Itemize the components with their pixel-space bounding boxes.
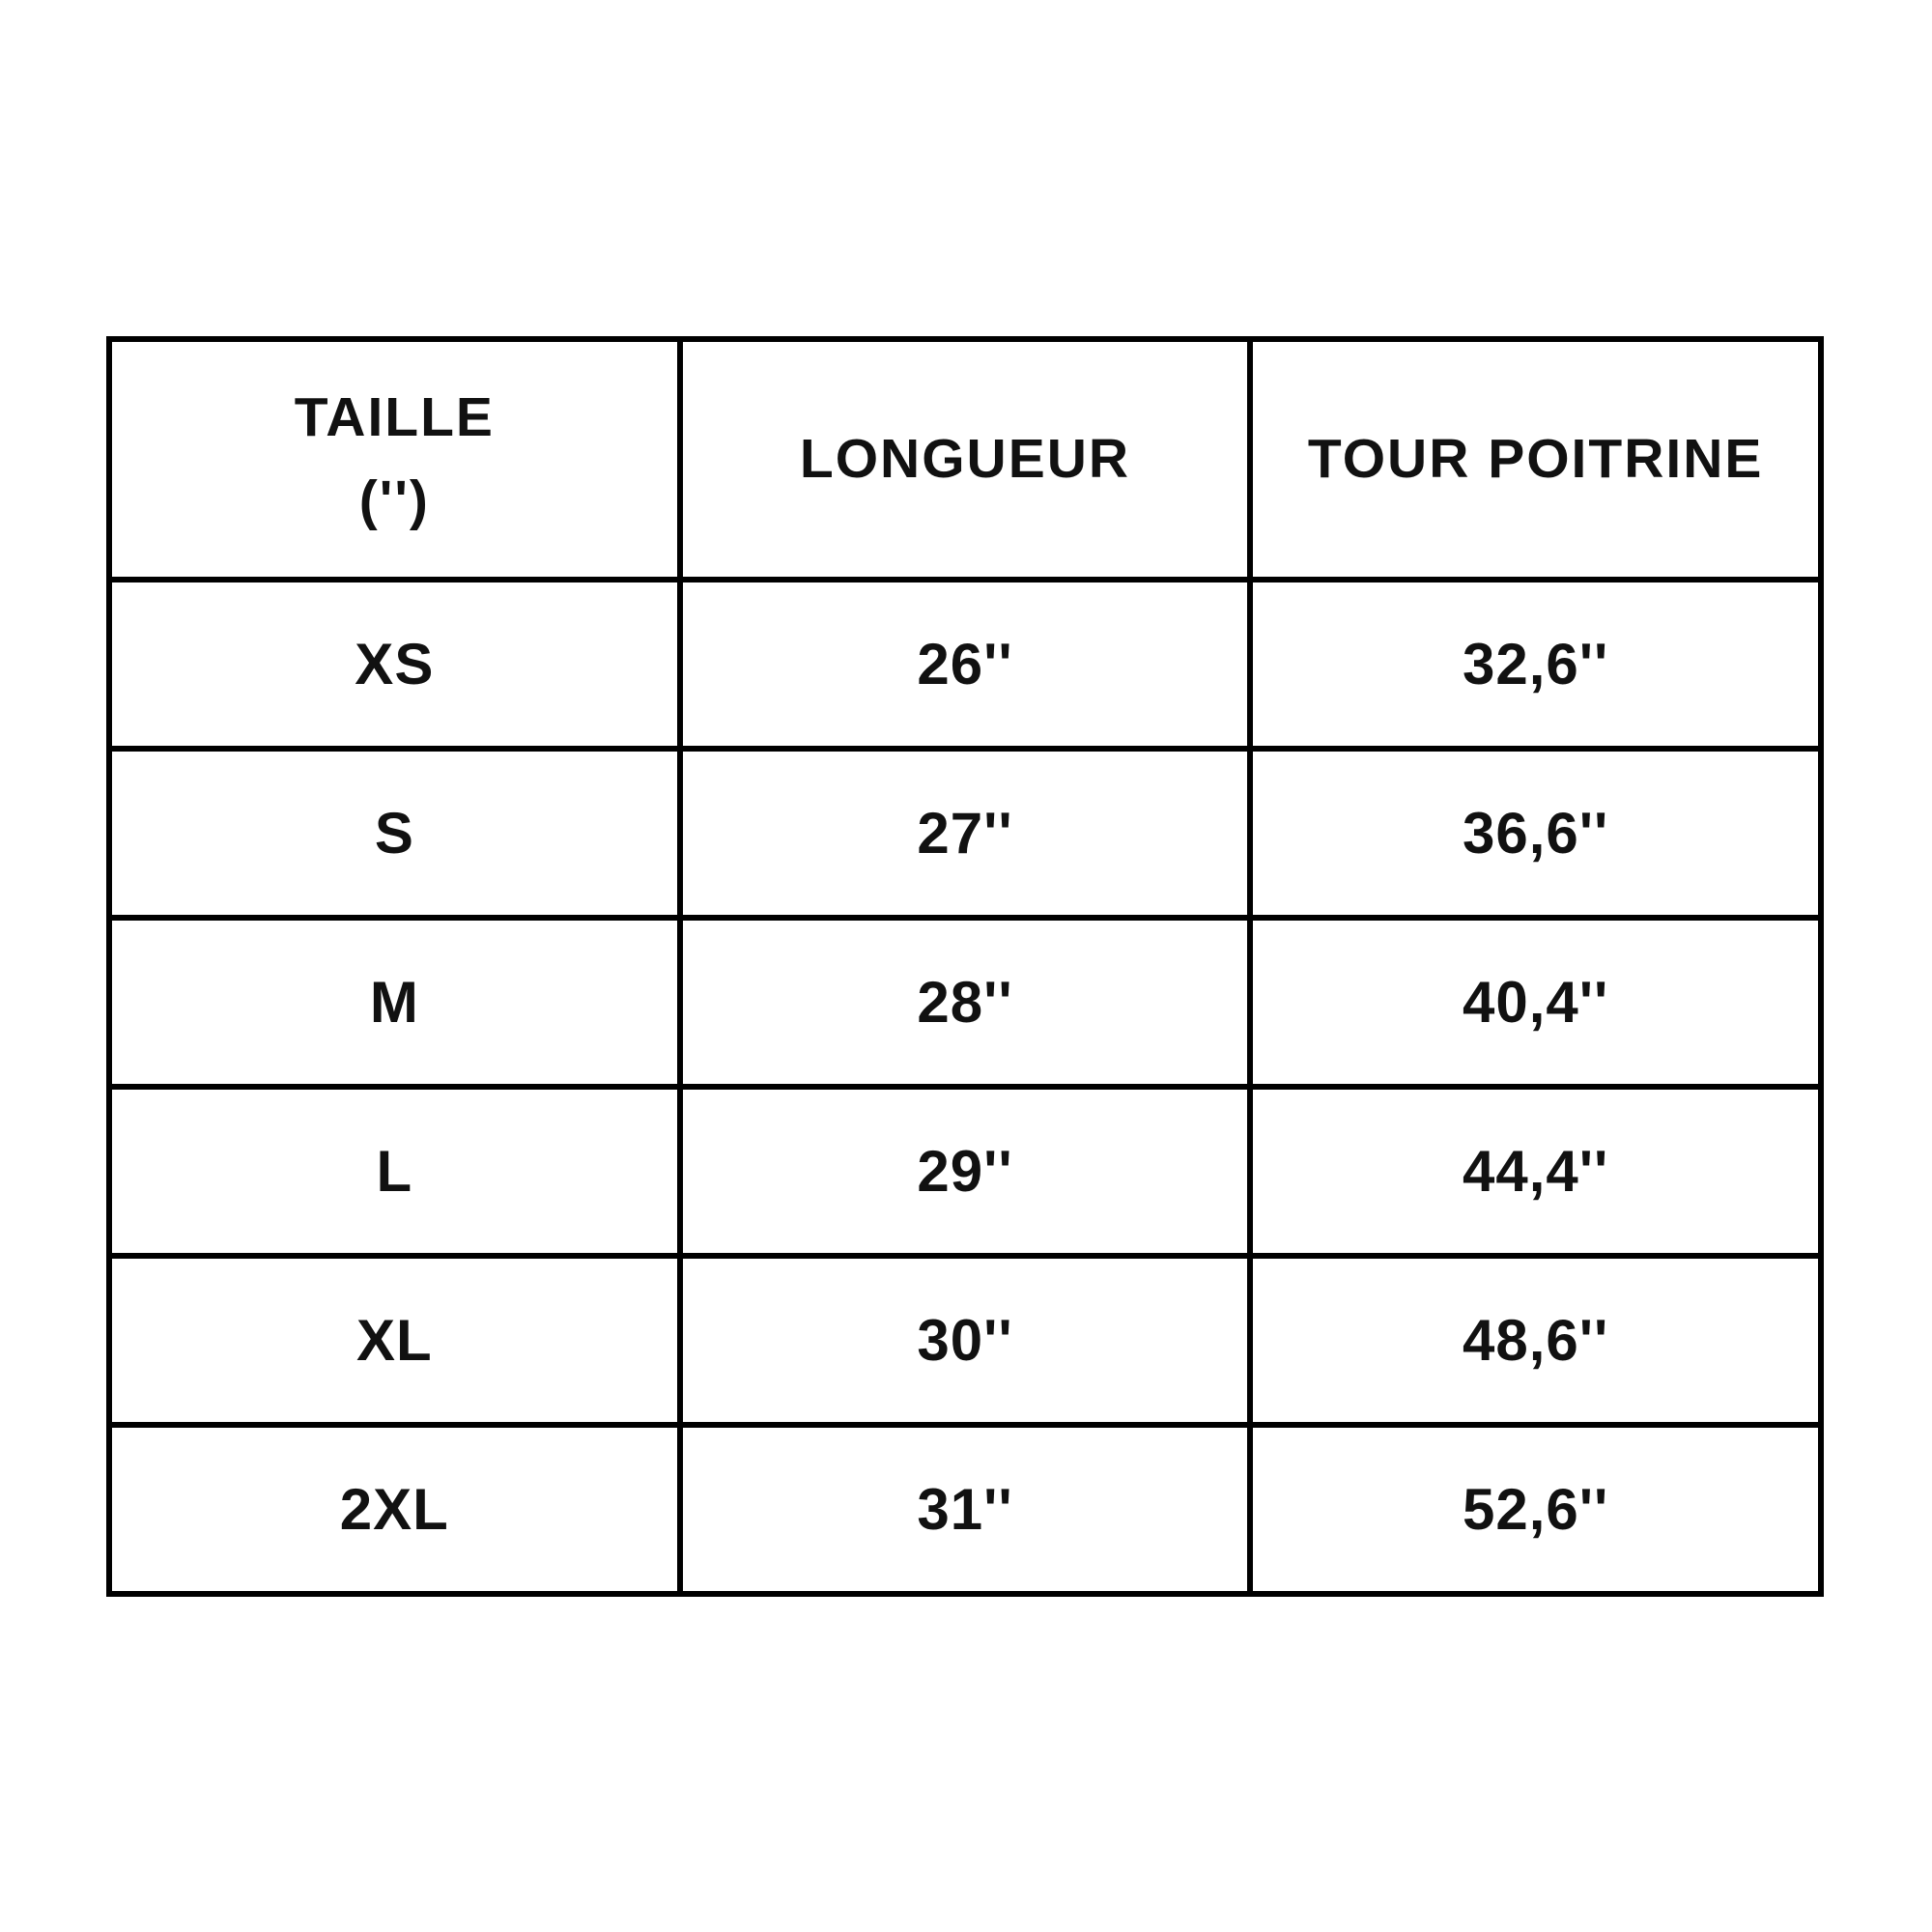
header-cell-tour-poitrine: TOUR POITRINE bbox=[1250, 339, 1821, 580]
chest-cell: 32,6'' bbox=[1250, 580, 1821, 749]
chest-cell: 48,6'' bbox=[1250, 1256, 1821, 1425]
header-cell-longueur: LONGUEUR bbox=[680, 339, 1251, 580]
table-row bbox=[109, 1256, 1821, 1425]
length-cell: 27'' bbox=[680, 749, 1251, 918]
size-cell: S bbox=[109, 749, 680, 918]
length-cell: 28'' bbox=[680, 918, 1251, 1087]
chest-cell: 52,6'' bbox=[1250, 1425, 1821, 1594]
header-taille-line2: ('') bbox=[358, 469, 430, 531]
header-row bbox=[109, 339, 1821, 580]
chest-cell: 36,6'' bbox=[1250, 749, 1821, 918]
size-cell: 2XL bbox=[109, 1425, 680, 1594]
table-row bbox=[109, 749, 1821, 918]
size-cell: XL bbox=[109, 1256, 680, 1425]
length-cell: 26'' bbox=[680, 580, 1251, 749]
table-body bbox=[109, 580, 1821, 1594]
header-taille-line1: TAILLE bbox=[294, 386, 495, 448]
length-cell: 31'' bbox=[680, 1425, 1251, 1594]
size-cell: M bbox=[109, 918, 680, 1087]
size-cell: L bbox=[109, 1087, 680, 1256]
table-row bbox=[109, 1087, 1821, 1256]
table-header bbox=[109, 339, 1821, 580]
size-chart-table bbox=[106, 336, 1824, 1597]
length-cell: 30'' bbox=[680, 1256, 1251, 1425]
table-row bbox=[109, 1425, 1821, 1594]
chest-cell: 44,4'' bbox=[1250, 1087, 1821, 1256]
length-cell: 29'' bbox=[680, 1087, 1251, 1256]
header-cell-taille bbox=[109, 339, 680, 580]
table-row bbox=[109, 918, 1821, 1087]
chest-cell: 40,4'' bbox=[1250, 918, 1821, 1087]
size-cell: XS bbox=[109, 580, 680, 749]
table-row bbox=[109, 580, 1821, 749]
